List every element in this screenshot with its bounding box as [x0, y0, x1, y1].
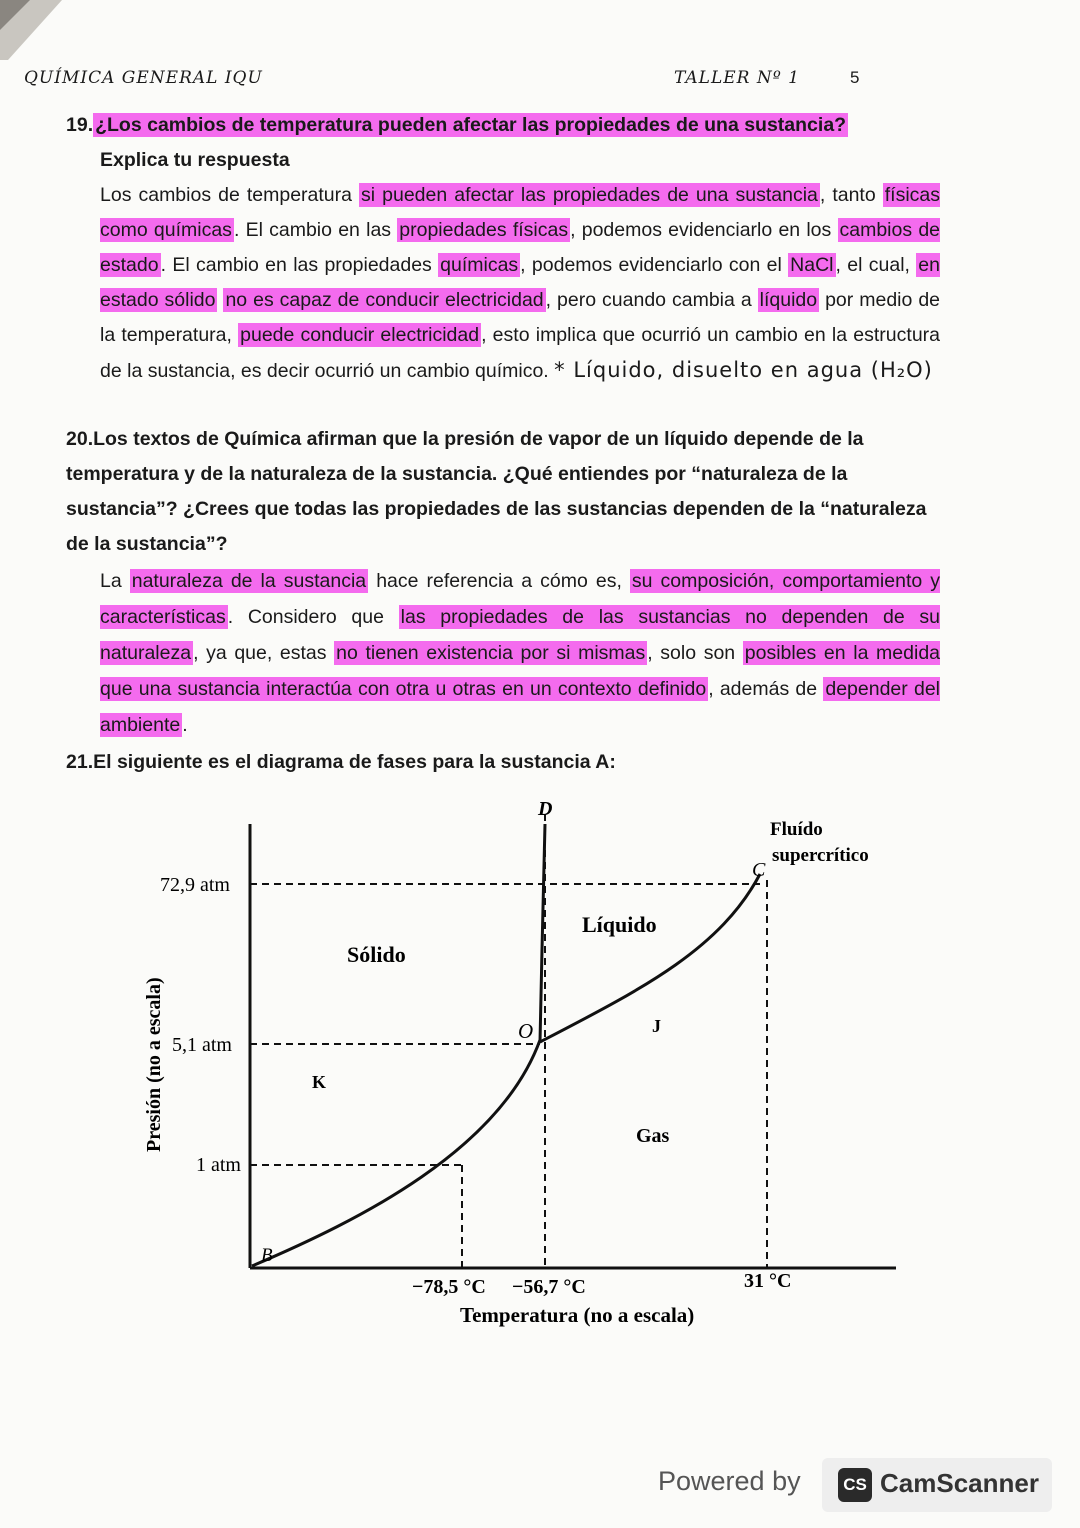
handwritten-note: * Líquido, disuelto en agua (H₂O) [554, 358, 933, 382]
course-title: QUÍMICA GENERAL IQU [24, 68, 263, 88]
region-gas: Gas [636, 1125, 670, 1147]
answer-19-text: , el cual, [835, 254, 917, 276]
point-C: C [752, 859, 766, 881]
answer-19-highlight: si pueden afectar las propiedades de una sustancia [361, 184, 818, 206]
answer-20-text: La [100, 570, 130, 592]
answer-20-highlight: naturaleza de la sustancia [131, 570, 367, 592]
question-19 [66, 108, 946, 143]
question-21-number: 21. [66, 751, 94, 773]
point-B: B [261, 1245, 273, 1266]
question-19-sub: Explica tu respuesta [100, 149, 290, 171]
y-tick-5-1: 5,1 atm [172, 1034, 232, 1056]
answer-19-text: Los cambios de temperatura [100, 184, 360, 206]
answer-19 [100, 178, 940, 389]
region-supercritical-line1: Fluído [770, 819, 823, 840]
page-fold-shadow [0, 0, 1080, 60]
y-axis-label: Presión (no a escala) [143, 977, 165, 1152]
powered-by-text: Powered by [658, 1466, 801, 1496]
answer-20-highlight: no tienen existencia por si mismas [336, 642, 646, 664]
answer-20-text: , ya que, estas [193, 642, 335, 664]
answer-19-highlight: líquido [759, 289, 818, 311]
answer-19-text: , podemos evidenciarlo con el [520, 254, 789, 276]
x-tick-minus-78-5: −78,5 °C [412, 1276, 486, 1298]
region-supercritical [770, 819, 869, 866]
x-tick-31: 31 °C [744, 1270, 792, 1292]
workshop-title: TALLER Nº 1 [674, 68, 800, 88]
answer-19-text: por medio de la temperatura, [100, 289, 941, 346]
question-21 [66, 745, 946, 780]
region-supercritical-line2: supercrítico [772, 845, 869, 866]
answer-19-highlight: cambios de estado [100, 219, 941, 276]
answer-20-highlight: depender del ambiente [100, 678, 940, 736]
answer-19-text: , pero cuando cambia a [545, 289, 758, 311]
answer-19-highlight: puede conducir electricidad [240, 324, 480, 346]
answer-19-text: . El cambio en las propiedades [160, 254, 439, 276]
answer-20-text: . Considero que [227, 606, 399, 628]
point-D: D [538, 798, 553, 820]
answer-19-text: , tanto [819, 184, 883, 206]
question-19-text: ¿Los cambios de temperatura pueden afectar las propiedades de una sustancia? [95, 114, 847, 136]
answer-20-highlight: posibles en la medida que una sustancia interactúa con otra u otras en un contexto definido [100, 642, 941, 700]
point-J: J [652, 1016, 661, 1036]
x-tick-minus-56-7: −56,7 °C [512, 1276, 586, 1298]
answer-19-highlight: no es capaz de conducir electricidad [225, 289, 544, 311]
answer-19-text: . El cambio en las [233, 219, 398, 241]
point-K: K [312, 1072, 327, 1092]
answer-20-highlight: su composición, comportamiento y características [100, 570, 940, 628]
phase-diagram [0, 790, 1080, 1350]
answer-19-highlight: químicas [440, 254, 519, 276]
answer-19-text: , esto implica que ocurrió un cambio en la estructura de la sustancia, es decir ocurrió un cambio químico. [100, 324, 940, 382]
answer-20-highlight: las propiedades de las sustancias no dependen de su naturaleza [100, 606, 940, 664]
page-number: 5 [850, 68, 861, 87]
region-liquid: Líquido [582, 912, 657, 937]
question-20-number: 20. [66, 428, 94, 450]
camscanner-watermark [650, 1456, 1060, 1516]
answer-20-text: hace referencia a cómo es, [368, 570, 630, 592]
y-tick-1: 1 atm [196, 1154, 241, 1176]
x-axis-label: Temperatura (no a escala) [460, 1303, 695, 1327]
camscanner-logo-icon: CS [838, 1468, 872, 1502]
answer-19-highlight: propiedades físicas [399, 219, 569, 241]
answer-19-highlight: NaCl [790, 254, 834, 276]
answer-20-text: , solo son [647, 642, 743, 664]
answer-19-highlight: físicas como químicas [100, 184, 940, 241]
point-O: O [518, 1019, 534, 1043]
answer-20 [100, 563, 940, 743]
page-header [24, 64, 880, 94]
answer-20-text: , además de [708, 678, 824, 700]
camscanner-brand: CamScanner [880, 1468, 1039, 1498]
question-19-number: 19. [66, 114, 94, 136]
sublimation-curve [252, 1040, 540, 1266]
question-21-text: El siguiente es el diagrama de fases para la sustancia A: [93, 751, 616, 773]
question-20 [66, 422, 946, 562]
answer-20-text: . [182, 714, 188, 736]
y-tick-72-9: 72,9 atm [160, 874, 230, 896]
answer-19-highlight: en estado sólido [100, 254, 940, 311]
answer-19-text: , podemos evidenciarlo en los [570, 219, 838, 241]
region-solid: Sólido [347, 942, 406, 967]
vaporization-curve [540, 874, 760, 1042]
question-20-text: Los textos de Química afirman que la presión de vapor de un líquido depende de la temperatura y de la naturaleza de la sustancia. ¿Qué entiendes por “naturaleza de la sustancia”? ¿Crees que todas las propiedades de las sustancias dependen de la “naturaleza de la sustancia”? [66, 428, 927, 555]
